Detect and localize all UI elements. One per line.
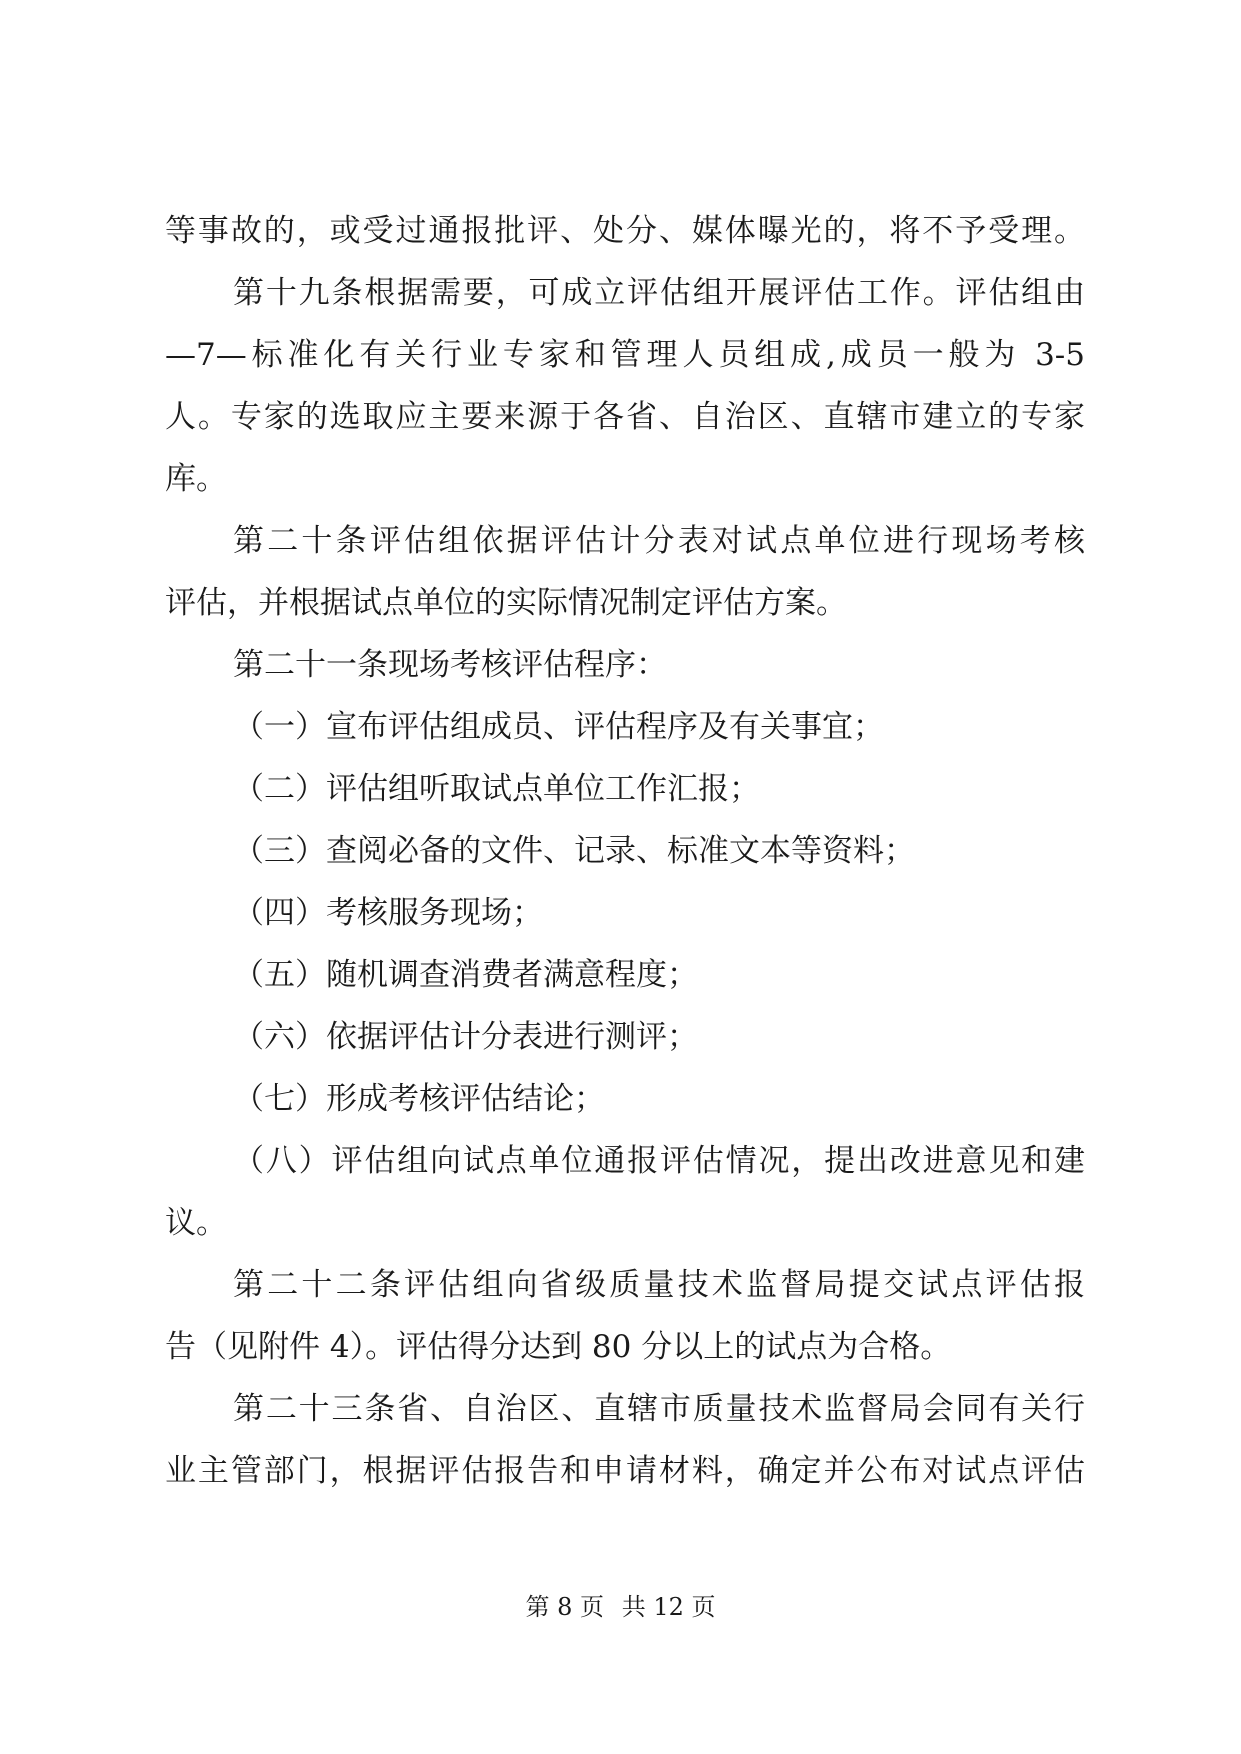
text-line-19: 告（见附件 4）。评估得分达到 80 分以上的试点为合格。 [165,1329,952,1365]
text-line-3: —7—标准化有关行业专家和管理人员组成,成员一般为 3-5 [165,337,1085,373]
text-line-13: （五）随机调查消费者满意程度； [233,957,698,993]
text-line-4: 人。专家的选取应主要来源于各省、自治区、直辖市建立的专家 [165,399,1085,435]
text-line-1: 等事故的，或受过通报批评、处分、媒体曝光的，将不予受理。 [165,213,1085,249]
document-body [165,200,1085,1502]
text-line-7: 评估，并根据试点单位的实际情况制定评估方案。 [165,585,847,621]
text-line-10: （二）评估组听取试点单位工作汇报； [233,771,760,807]
text-line-17: 议。 [165,1205,227,1241]
text-line-9: （一）宣布评估组成员、评估程序及有关事宜； [233,709,884,745]
text-line-15: （七）形成考核评估结论； [233,1081,605,1117]
text-line-11: （三）查阅必备的文件、记录、标准文本等资料； [233,833,915,869]
text-line-20: 第二十三条省、自治区、直辖市质量技术监督局会同有关行 [233,1391,1085,1427]
text-line-16: （八）评估组向试点单位通报评估情况，提出改进意见和建 [233,1143,1085,1179]
page-footer [0,1590,1241,1624]
page-number: 第 8 页 [525,1593,605,1621]
text-line-6: 第二十条评估组依据评估计分表对试点单位进行现场考核 [233,523,1085,559]
text-line-2: 第十九条根据需要，可成立评估组开展评估工作。评估组由 [233,275,1085,311]
text-line-5: 库。 [165,461,227,497]
text-line-12: （四）考核服务现场； [233,895,543,931]
text-line-8: 第二十一条现场考核评估程序： [233,647,667,683]
text-line-14: （六）依据评估计分表进行测评； [233,1019,698,1055]
text-line-21: 业主管部门，根据评估报告和申请材料，确定并公布对试点评估 [165,1453,1085,1489]
page-total: 共 12 页 [621,1593,716,1621]
text-line-18: 第二十二条评估组向省级质量技术监督局提交试点评估报 [233,1267,1085,1303]
